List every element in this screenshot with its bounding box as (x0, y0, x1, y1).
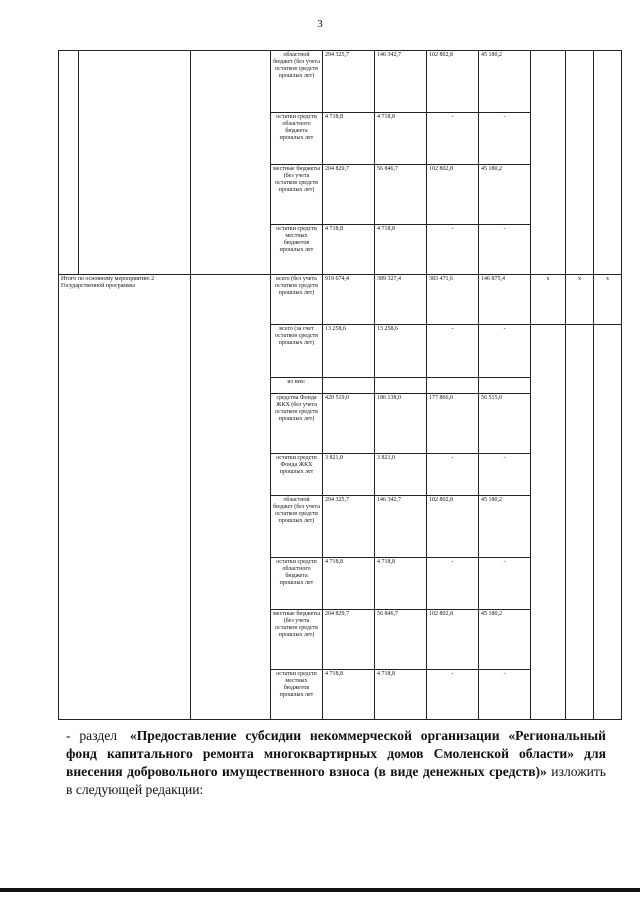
total-cell (323, 378, 375, 394)
empty-cell (191, 275, 271, 720)
year2-cell: - (427, 558, 479, 610)
source-cell: из них: (271, 378, 323, 394)
section-title: «Предоставление субсидии некоммерческой организации «Региональный фонд капитального ремонта многоквартирных домов Смоленской области» для внесения добровольного имущественного взноса (в виде денежных средств)» (66, 728, 606, 779)
page-number: 3 (317, 18, 323, 30)
body-paragraph (66, 727, 606, 799)
source-cell: областной бюджет (без учета остатков средств прошлых лет) (271, 51, 323, 113)
year3-cell: - (479, 325, 531, 378)
source-cell: местные бюджеты (без учета остатков средств прошлых лет) (271, 610, 323, 670)
year2-cell: 102 802,8 (427, 610, 479, 670)
year3-cell: - (479, 670, 531, 720)
source-cell: остатки средств местных бюджетов прошлых лет (271, 225, 323, 275)
year3-cell: - (479, 558, 531, 610)
year1-cell: 4 718,8 (375, 670, 427, 720)
source-cell: всего (без учета остатков средств прошлых лет) (271, 275, 323, 325)
empty-cell (594, 325, 622, 720)
year1-cell: 56 846,7 (375, 610, 427, 670)
year2-cell: - (427, 454, 479, 496)
empty-cell (531, 325, 566, 720)
year2-cell: 383 471,6 (427, 275, 479, 325)
source-cell: средства Фонда ЖКХ (без учета остатков средств прошлых лет) (271, 394, 323, 454)
year2-cell: 102 802,8 (427, 165, 479, 225)
empty-cell (59, 51, 79, 275)
paragraph-tail: изложить в следующей редакции: (66, 764, 606, 797)
year2-cell: - (427, 325, 479, 378)
year3-cell: - (479, 113, 531, 165)
source-cell: областной бюджет (без учета остатков средств прошлых лет) (271, 496, 323, 558)
year3-cell: 45 180,2 (479, 165, 531, 225)
year3-cell: - (479, 454, 531, 496)
year1-cell: 4 718,8 (375, 113, 427, 165)
year2-cell: 102 802,8 (427, 496, 479, 558)
year2-cell (427, 378, 479, 394)
year1-cell: 4 718,8 (375, 558, 427, 610)
source-cell: остатки средств местных бюджетов прошлых лет (271, 670, 323, 720)
year1-cell: 56 846,7 (375, 165, 427, 225)
year2-cell: - (427, 113, 479, 165)
empty-cell (531, 51, 566, 275)
year3-cell: 146 875,4 (479, 275, 531, 325)
year1-cell: 146 342,7 (375, 496, 427, 558)
paragraph-lead: - раздел (66, 728, 118, 743)
table-row (59, 51, 622, 113)
group-label: Итого по основному мероприятию 2 Государственной программы (59, 275, 191, 720)
year3-cell: 45 180,2 (479, 496, 531, 558)
mark-cell: x (594, 275, 622, 325)
source-cell: остатки средств областного бюджета прошлых лет (271, 558, 323, 610)
total-cell: 4 718,8 (323, 225, 375, 275)
year3-cell (479, 378, 531, 394)
year1-cell: 146 342,7 (375, 51, 427, 113)
total-cell: 420 519,0 (323, 394, 375, 454)
year1-cell (375, 378, 427, 394)
year1-cell: 186 138,0 (375, 394, 427, 454)
year1-cell: 4 718,8 (375, 225, 427, 275)
year2-cell: 177 866,0 (427, 394, 479, 454)
source-cell: местные бюджеты (без учета остатков средств прошлых лет) (271, 165, 323, 225)
empty-cell (594, 51, 622, 275)
year3-cell: 45 180,2 (479, 610, 531, 670)
total-cell: 13 258,6 (323, 325, 375, 378)
source-cell: остатки средств областного бюджета прошлых лет (271, 113, 323, 165)
year1-cell: 13 258,6 (375, 325, 427, 378)
year2-cell: - (427, 225, 479, 275)
budget-table (58, 50, 622, 720)
total-cell: 4 718,8 (323, 670, 375, 720)
mark-cell: x (531, 275, 566, 325)
year3-cell: - (479, 225, 531, 275)
total-cell: 294 325,7 (323, 51, 375, 113)
total-cell: 919 674,4 (323, 275, 375, 325)
mark-cell: x (566, 275, 594, 325)
total-cell: 4 718,8 (323, 113, 375, 165)
source-cell: всего (за счет остатков средств прошлых лет) (271, 325, 323, 378)
source-cell: остатки средств Фонда ЖКХ прошлых лет (271, 454, 323, 496)
empty-cell (566, 325, 594, 720)
year1-cell: 3 821,0 (375, 454, 427, 496)
empty-cell (191, 51, 271, 275)
page-footer-bar (0, 888, 640, 892)
table-row (59, 275, 622, 325)
total-cell: 294 325,7 (323, 496, 375, 558)
year3-cell: 45 180,2 (479, 51, 531, 113)
total-cell: 204 829,7 (323, 610, 375, 670)
total-cell: 3 821,0 (323, 454, 375, 496)
total-cell: 4 718,8 (323, 558, 375, 610)
year2-cell: - (427, 670, 479, 720)
year2-cell: 102 802,8 (427, 51, 479, 113)
empty-cell (79, 51, 191, 275)
year1-cell: 389 327,4 (375, 275, 427, 325)
year3-cell: 56 515,0 (479, 394, 531, 454)
empty-cell (566, 51, 594, 275)
total-cell: 204 829,7 (323, 165, 375, 225)
